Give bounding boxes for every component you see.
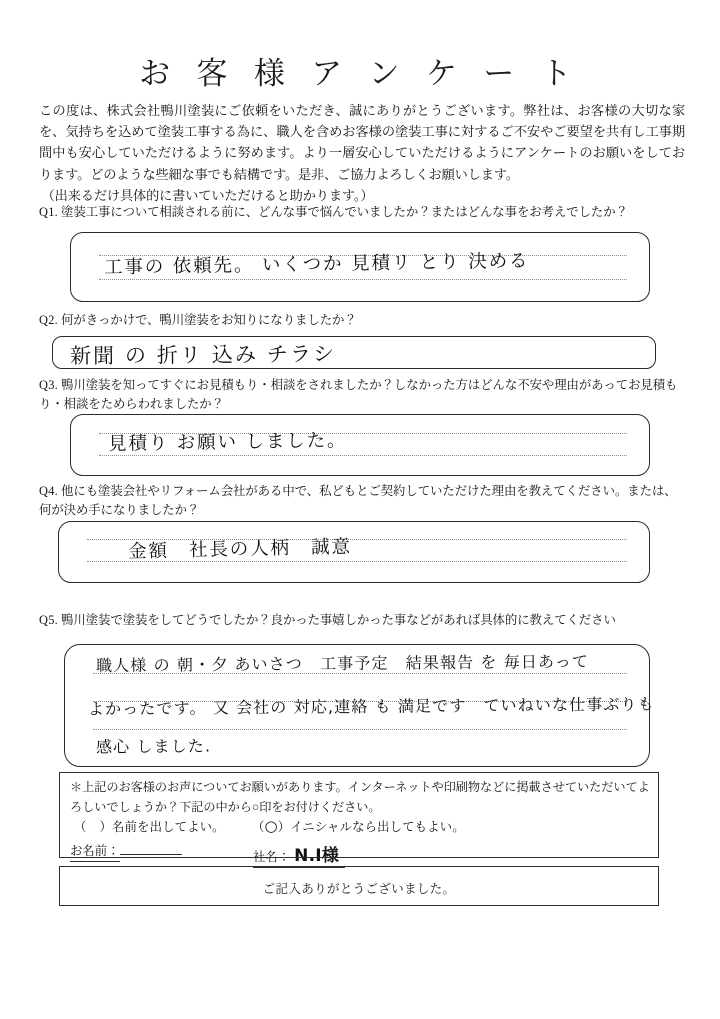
answer-4-handwriting: 金額 社長の人柄 誠意 bbox=[127, 536, 353, 563]
question-3-text: 鴨川塗装を知ってすぐにお見積もり・相談をされましたか？しなかった方はどんな不安や理由があってお見積もり・相談をためらわれましたか？ bbox=[39, 378, 678, 412]
question-5-text: 鴨川塗装で塗装をしてどうでしたか？良かった事嬉しかった事などがあれば具体的に教えてください bbox=[61, 613, 616, 627]
answer-3-handwriting: 見積り お願い しました。 bbox=[107, 430, 348, 455]
question-1-text: 塗装工事について相談される前に、どんな事で悩んでいましたか？またはどんな事をお考えでしたか？ bbox=[61, 205, 628, 219]
page-title: お 客 様 ア ン ケ ー ト bbox=[139, 56, 581, 91]
answer-5-handwriting-line-1: 職人様 の 朝・夕 あいさつ 工事予定 結果報告 を 毎日あって bbox=[95, 651, 590, 676]
consent-option-name-label: 名前を出してよい。 bbox=[112, 820, 225, 834]
consent-option-name[interactable] bbox=[74, 817, 225, 835]
question-4-text: 他にも塗装会社やリフォーム会社がある中で、私どもとご契約していただけた理由を教えてください。または、何が決め手になりましたか？ bbox=[39, 484, 677, 518]
question-4-label bbox=[39, 482, 687, 521]
question-3-label bbox=[39, 376, 687, 415]
intro-note: （出来るだけ具体的に書いていただけると助かります。） bbox=[41, 187, 374, 203]
consent-option-initial-label: イニシャルなら出してもよい。 bbox=[290, 820, 465, 834]
question-2-text: 何がきっかけで、鴨川塗装をお知りになりましたか？ bbox=[61, 313, 357, 327]
question-5-label bbox=[39, 611, 687, 630]
company-field-value[interactable]: N.I様 bbox=[290, 841, 345, 868]
guide-line bbox=[99, 279, 627, 280]
guide-line bbox=[93, 729, 627, 730]
question-1-label bbox=[39, 203, 687, 222]
question-5-number: Q5. bbox=[39, 613, 58, 627]
thanks-box bbox=[59, 866, 659, 906]
consent-option-name-paren-close: ） bbox=[99, 820, 113, 834]
consent-option-initial-paren-open: （ bbox=[252, 820, 265, 834]
answer-5-handwriting-line-3: 感心 しました. bbox=[95, 736, 212, 757]
answer-1-handwriting: 工事の 依頼先。 いくつか 見積リ とり 決める bbox=[103, 250, 530, 279]
thanks-text: ご記入ありがとうございました。 bbox=[262, 882, 456, 896]
consent-option-name-paren-open: （ bbox=[74, 820, 87, 834]
consent-option-initial[interactable] bbox=[252, 817, 465, 835]
intro-paragraph bbox=[39, 100, 685, 206]
answer-2-handwriting: 新聞 の 折リ 込み チラシ bbox=[69, 341, 337, 369]
name-field-value[interactable] bbox=[120, 854, 182, 855]
name-field-label: お名前： bbox=[70, 841, 120, 862]
question-1-number: Q1. bbox=[39, 205, 58, 219]
company-field-underline bbox=[253, 857, 659, 858]
answer-5-handwriting-line-2: よかったです。 又 会社の 対応,連絡 も 満足です ていねいな仕事ぶりも bbox=[87, 694, 655, 719]
company-field-label: 社名： bbox=[253, 847, 290, 868]
question-2-number: Q2. bbox=[39, 313, 58, 327]
name-field-row[interactable] bbox=[70, 841, 182, 862]
consent-option-initial-mark: ○ bbox=[264, 817, 278, 835]
question-3-number: Q3. bbox=[39, 378, 58, 392]
consent-option-initial-paren-close: ） bbox=[277, 820, 291, 834]
question-2-label bbox=[39, 311, 687, 330]
company-field-row[interactable] bbox=[253, 841, 345, 868]
guide-line bbox=[99, 455, 627, 456]
consent-text: ＊上記のお客様のお声についてお願いがあります。インターネットや印刷物などに掲載させていただいてよろしいでしょうか？下記の中から○印をお付けください。 bbox=[70, 780, 650, 814]
question-4-number: Q4. bbox=[39, 484, 58, 498]
intro-text: この度は、株式会社鴨川塗装にご依頼をいただき、誠にありがとうございます。弊社は、お客様の大切な家を、気持ちを込めて塗装工事する為に、職人を含めお客様の塗装工事に対するご不安やご要望を共有し工事期間中も安心していただけるように努めます。より一層安心していただけるようにアンケートのお願いをしております。どのような些細な事でも結構です。是非、ご協力よろしくお願いします。 bbox=[39, 103, 685, 182]
